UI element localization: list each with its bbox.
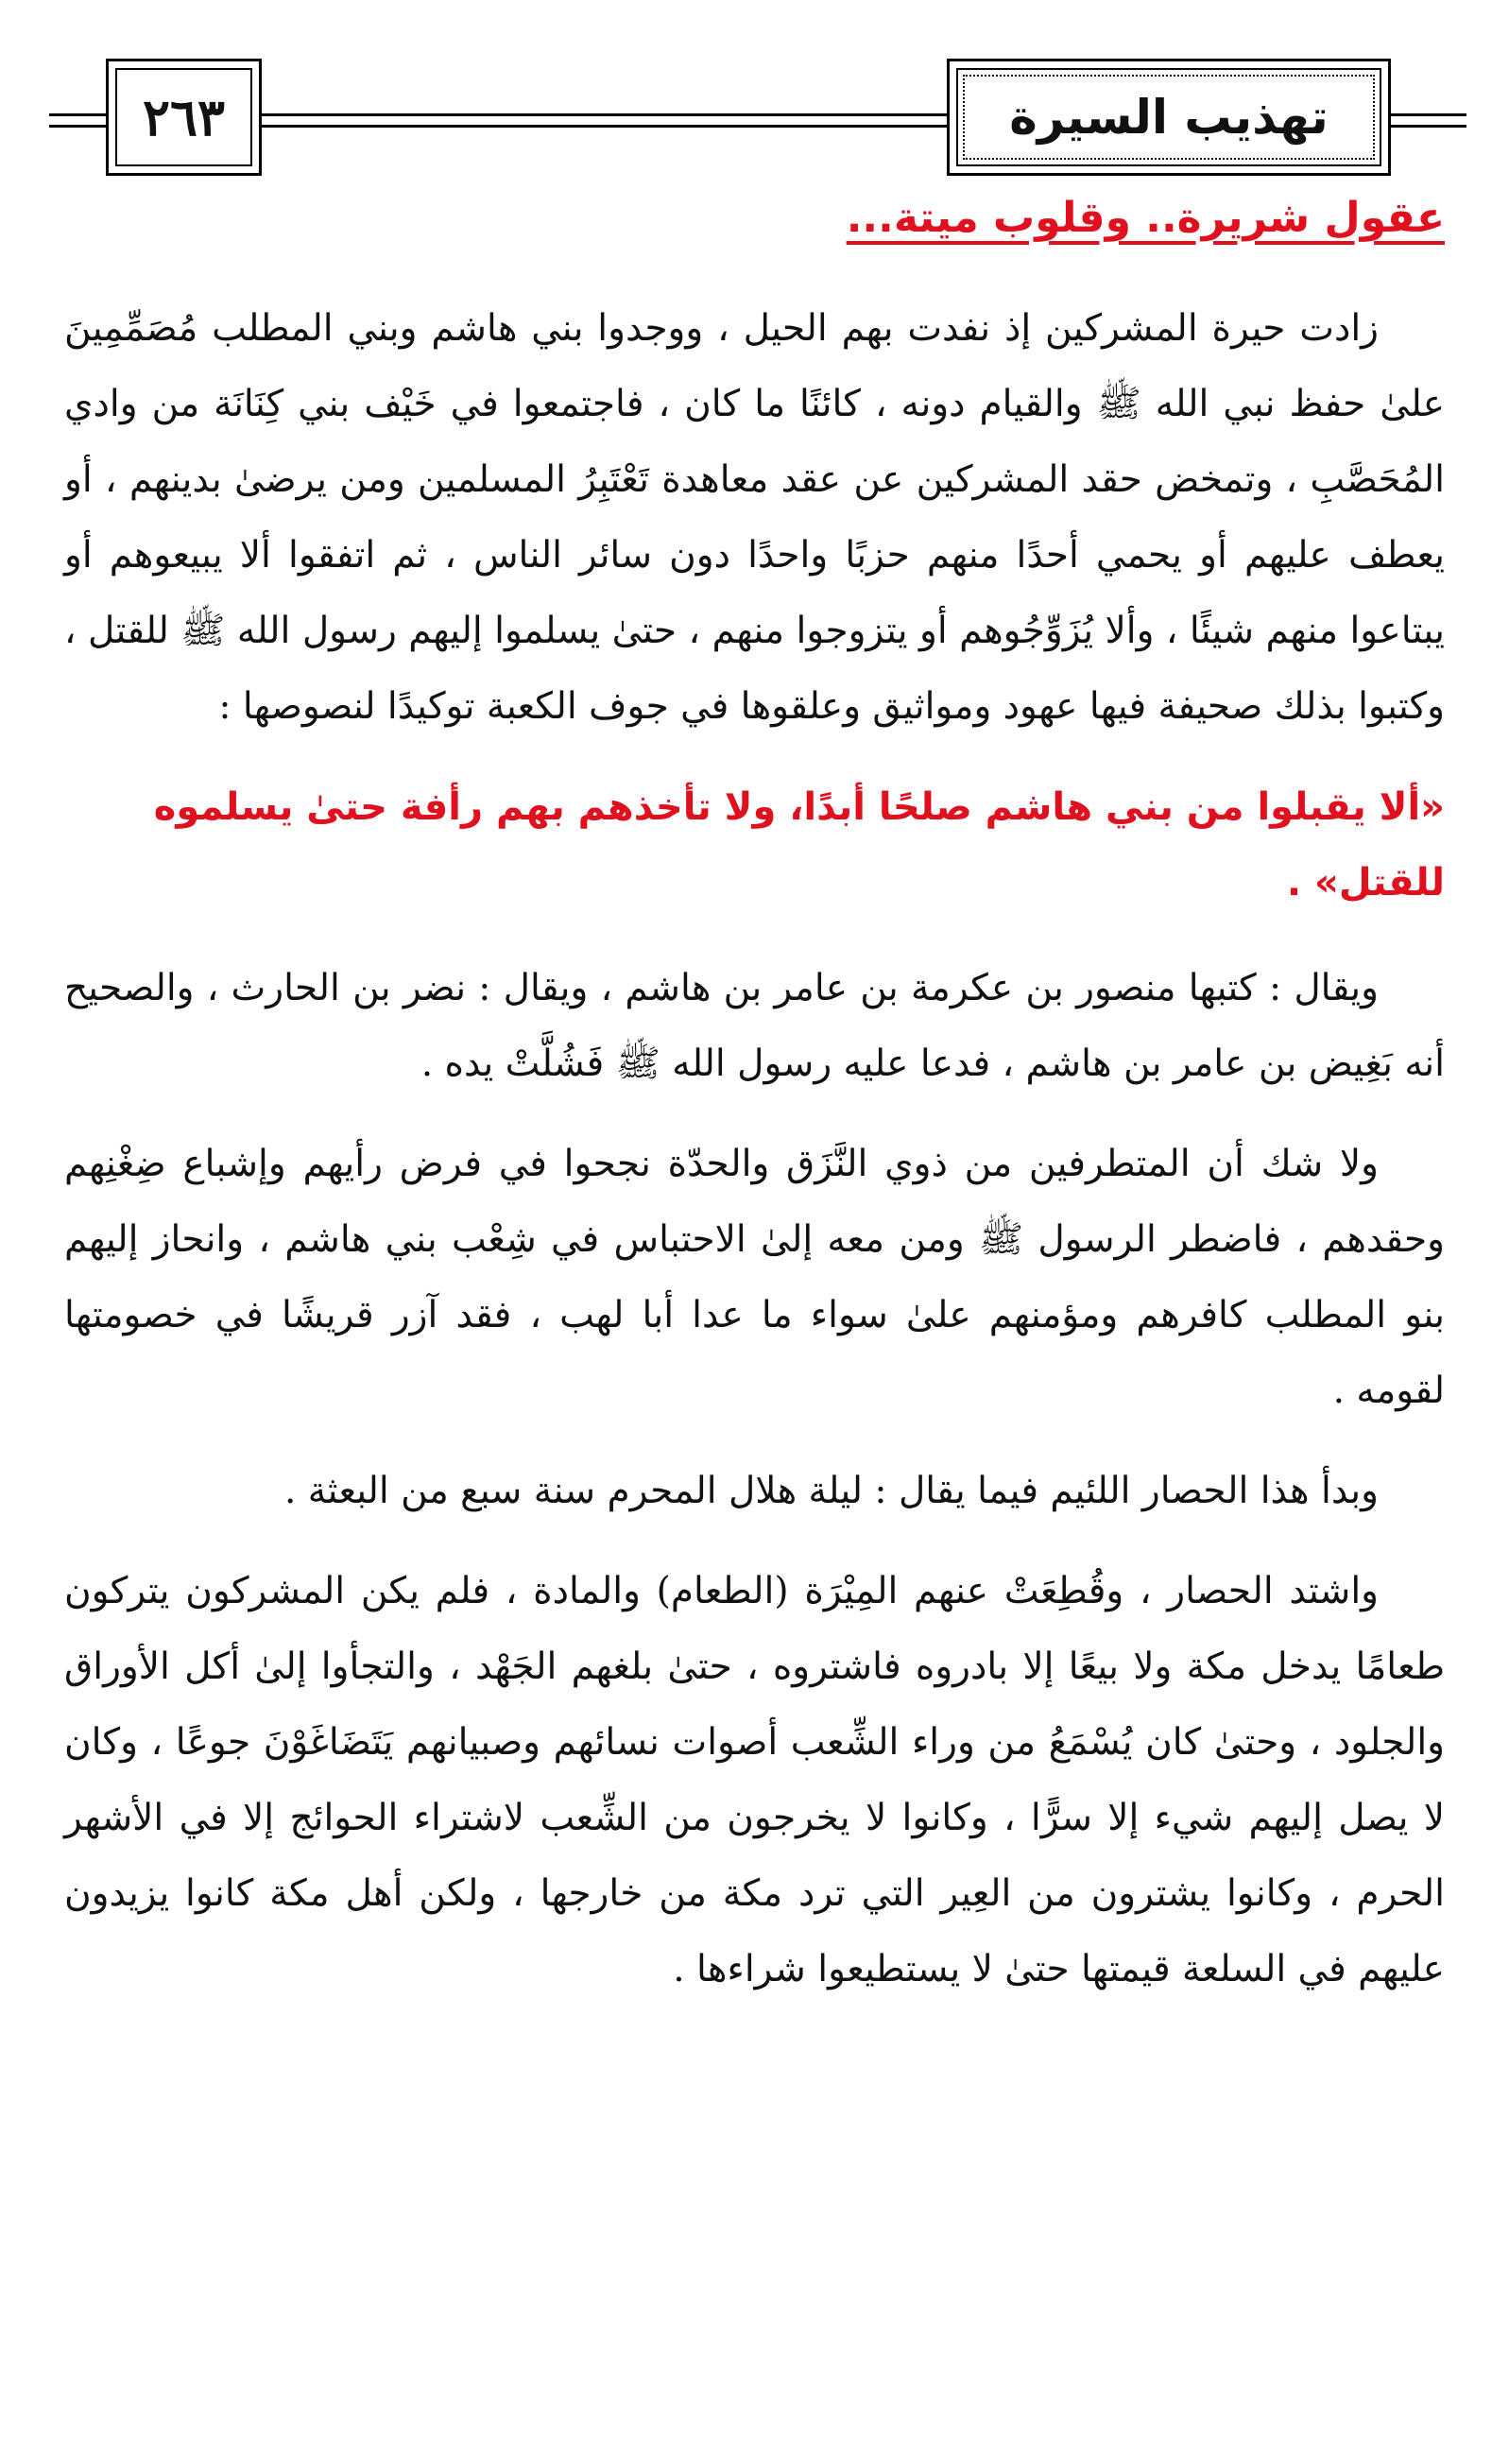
paragraph: ويقال : كتبها منصور بن عكرمة بن عامر بن هاشم ، ويقال : نضر بن الحارث ، والصحيح أنه بَغِيض بن عامر بن هاشم ، فدعا عليه رسول الله ﷺ فَشُلَّتْ يده .: [64, 967, 1445, 1085]
paragraph: ولا شك أن المتطرفين من ذوي النَّزَق والحدّة نجحوا في فرض رأيهم وإشباع ضِغْنِهم وحقدهم ، فاضطر الرسول ﷺ ومن معه إلىٰ الاحتباس في شِعْب بني هاشم ، وانحاز إليهم بنو المطلب كافرهم ومؤمنهم علىٰ سواء ما عدا أبا لهب ، فقد آزر قريشًا في خصومتها لقومه .: [64, 1143, 1445, 1412]
page-number-frame: [106, 59, 262, 176]
paragraph: زادت حيرة المشركين إذ نفدت بهم الحيل ، ووجدوا بني هاشم وبني المطلب مُصَمِّمِينَ علىٰ حفظ نبي الله ﷺ والقيام دونه ، كائنًا ما كان ، فاجتمعوا في خَيْف بني كِنَانَة من وادي المُحَصَّبِ ، وتمخض حقد المشركين عن عقد معاهدة تَعْتَبِرُ المسلمين ومن يرضىٰ بدينهم ، أو يعطف عليهم أو يحمي أحدًا منهم حزبًا واحدًا دون سائر الناس ، ثم اتفقوا ألا يبيعوهم أو يبتاعوا منهم شيئًا ، وألا يُزَوِّجُوهم أو يتزوجوا منهم ، حتىٰ يسلموا إليهم رسول الله ﷺ للقتل ، وكتبوا بذلك صحيفة فيها عهود ومواثيق وعلقوها في جوف الكعبة توكيدًا لنصوصها :: [64, 307, 1445, 728]
paragraph: وبدأ هذا الحصار اللئيم فيما يقال : ليلة هلال المحرم سنة سبع من البعثة .: [283, 1470, 1379, 1512]
page-header: [49, 59, 1466, 176]
book-title: تهذيب السيرة: [1009, 90, 1329, 145]
book-title-frame: [947, 59, 1391, 176]
highlighted-quote: «ألا يقبلوا من بني هاشم صلحًا أبدًا، ولا تأخذهم بهم رأفة حتىٰ يسلموه للقتل» .: [153, 785, 1445, 905]
paragraph: واشتد الحصار ، وقُطِعَتْ عنهم المِيْرَة (الطعام) والمادة ، فلم يكن المشركون يتركون طعامًا يدخل مكة ولا بيعًا إلا بادروه فاشتروه ، حتىٰ بلغهم الجَهْد ، والتجأوا إلىٰ أكل الأوراق والجلود ، وحتىٰ كان يُسْمَعُ من وراء الشِّعب أصوات نسائهم وصبيانهم يَتَضَاغَوْنَ جوعًا ، وكان لا يصل إليهم شيء إلا سرًّا ، وكانوا لا يخرجون من الشِّعب لاشتراء الحوائج إلا في الأشهر الحرم ، وكانوا يشترون من العِير التي ترد مكة من خارجها ، ولكن أهل مكة كانوا يزيدون عليهم في السلعة قيمتها حتىٰ لا يستطيعوا شراءها .: [64, 1570, 1445, 1990]
section-title: عقول شريرة.. وقلوب ميتة...: [846, 194, 1445, 242]
page-number: ٢٦٣: [142, 87, 225, 147]
page-body: [64, 194, 1445, 2032]
